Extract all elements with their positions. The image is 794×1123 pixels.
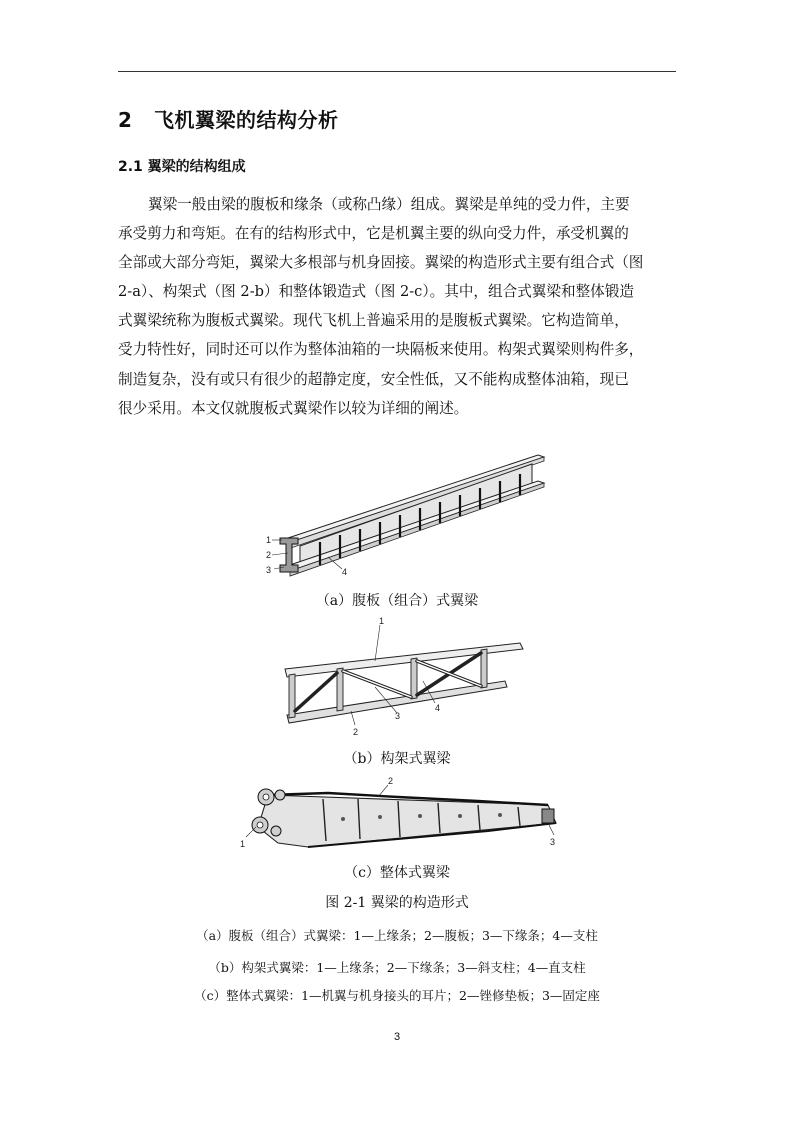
figure-title: 图 2-1 翼梁的构造形式 [325, 895, 469, 911]
figure-a-label: 1 [266, 535, 272, 545]
figure-note: （b）构架式翼梁：1—上缘条；2—下缘条；3—斜支柱；4—直支柱 [208, 960, 586, 975]
figure-b-caption: （b）构架式翼梁 [343, 751, 451, 767]
figure-a-web-spar [266, 445, 555, 580]
figure-note: （a）腹板（组合）式翼梁：1—上缘条；2—腹板；3—下缘条；4—支柱 [196, 928, 598, 943]
section-title: 飞机翼梁的结构分析 [154, 108, 339, 132]
paragraph-line: 翼梁一般由梁的腹板和缘条（或称凸缘）组成。翼梁是单纯的受力件，主要 [148, 196, 630, 213]
figure-c-label: 3 [550, 837, 556, 847]
figure-b-truss-spar [275, 615, 530, 740]
page-number: 3 [393, 1031, 401, 1043]
paragraph-line: 全部或大部分弯矩，翼梁大多根部与机身固接。翼梁的构造形式主要有组合式（图 [118, 254, 644, 272]
body-paragraph [118, 190, 676, 423]
paragraph-line: 很少采用。本文仅就腹板式翼梁作以较为详细的阐述。 [118, 399, 469, 417]
section-heading [118, 104, 339, 133]
figure-b-label: 2 [353, 727, 359, 737]
paragraph-line: 式翼梁统称为腹板式翼梁。现代飞机上普遍采用的是腹板式翼梁。它构造简单， [118, 312, 629, 330]
figure-c-label: 2 [388, 776, 394, 786]
figure-a-label: 3 [266, 565, 272, 575]
paragraph-line: 受力特性好，同时还可以作为整体油箱的一块隔板来使用。构架式翼梁则构件多， [118, 341, 644, 359]
header-rule [118, 71, 676, 72]
section-number: 2 [118, 108, 133, 132]
paragraph-line: 承受剪力和弯矩。在有的结构形式中，它是机翼主要的纵向受力件，承受机翼的 [118, 225, 629, 243]
figure-b-label: 1 [379, 616, 385, 626]
figure-a-label: 2 [266, 550, 272, 560]
figure-b-label: 3 [395, 711, 401, 721]
paragraph-line: 2-a）、构架式（图 2-b）和整体锻造式（图 2-c）。其中，组合式翼梁和整体锻造 [118, 283, 634, 301]
paragraph-line: 制造复杂，没有或只有很少的超静定度，安全性低，又不能构成整体油箱，现已 [118, 370, 629, 388]
figure-b-label: 4 [435, 703, 441, 713]
figure-c-label: 1 [240, 839, 246, 849]
figure-a-label: 4 [342, 567, 348, 577]
subsection-heading: 2.1 翼梁的结构组成 [118, 159, 246, 175]
figure-a-caption: （a）腹板（组合）式翼梁 [315, 593, 479, 609]
figure-note: （c）整体式翼梁：1—机翼与机身接头的耳片；2—锉修垫板；3—固定座 [194, 988, 600, 1003]
figure-c-caption: （c）整体式翼梁 [344, 865, 450, 881]
figure-c-integral-spar [238, 775, 568, 860]
